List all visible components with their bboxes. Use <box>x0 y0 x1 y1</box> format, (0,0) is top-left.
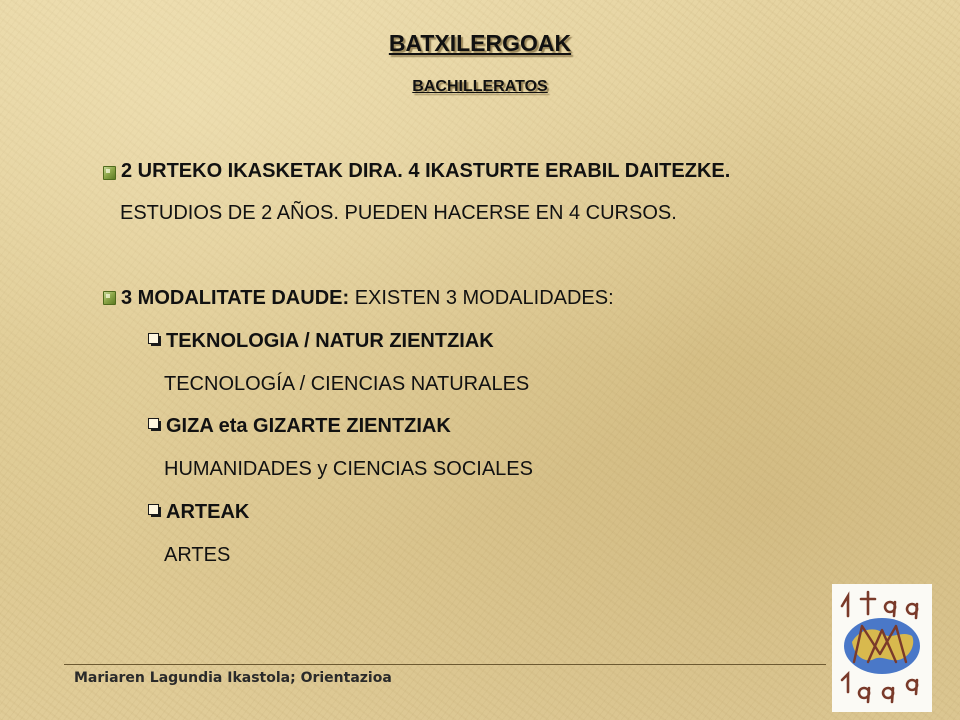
page-title: BATXILERGOAK <box>388 30 572 56</box>
square-bullet-icon <box>103 291 116 305</box>
page-subtitle: BACHILLERATOS <box>412 78 548 95</box>
modality-3-spanish: ARTES <box>164 544 231 566</box>
checkbox-bullet-icon <box>148 504 163 519</box>
modality-1-basque: TEKNOLOGIA / NATUR ZIENTZIAK <box>148 329 494 353</box>
school-logo <box>832 584 932 712</box>
checkbox-bullet-icon <box>148 333 163 348</box>
point-2-spanish: EXISTEN 3 MODALIDADES: <box>349 287 614 309</box>
point-1-basque: 2 URTEKO IKASKETAK DIRA. 4 IKASTURTE ERABIL DAITEZKE. <box>121 160 731 182</box>
modality-2-basque: GIZA eta GIZARTE ZIENTZIAK <box>148 414 451 438</box>
point-2 <box>121 286 614 310</box>
footer-text: Mariaren Lagundia Ikastola; Orientazioa <box>74 670 392 686</box>
school-logo-icon <box>832 584 932 712</box>
footer-divider <box>64 664 826 665</box>
point-1-spanish: ESTUDIOS DE 2 AÑOS. PUEDEN HACERSE EN 4 CURSOS. <box>120 202 677 224</box>
point-2-basque: 3 MODALITATE DAUDE: <box>121 287 350 309</box>
square-bullet-icon <box>103 166 116 180</box>
checkbox-bullet-icon <box>148 418 163 433</box>
modality-2-spanish: HUMANIDADES y CIENCIAS SOCIALES <box>164 458 533 480</box>
modality-3-basque: ARTEAK <box>148 500 249 524</box>
modality-1-spanish: TECNOLOGÍA / CIENCIAS NATURALES <box>164 373 530 395</box>
